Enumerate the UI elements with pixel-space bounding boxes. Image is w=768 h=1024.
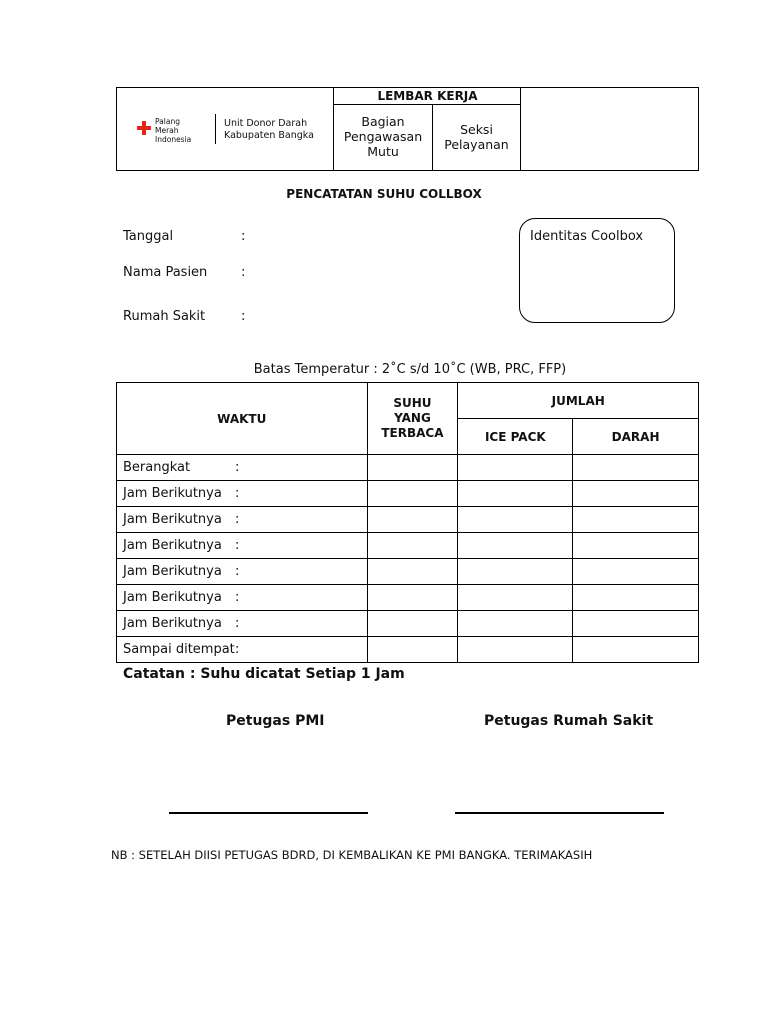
row-colon: : [235,564,240,579]
icepack-cell[interactable] [458,455,573,481]
icepack-cell[interactable] [458,585,573,611]
row-label: Sampai ditempat [123,642,235,657]
darah-cell[interactable] [573,481,699,507]
suhu-cell[interactable] [367,637,458,663]
table-row [117,559,699,585]
signature-line-rs [455,812,664,814]
suhu-cell[interactable] [367,585,458,611]
row-label: Jam Berikutnya [123,564,222,579]
suhu-cell[interactable] [367,481,458,507]
suhu-cell[interactable] [367,455,458,481]
col-jumlah-header: JUMLAH [458,383,699,419]
col-suhu-header: SUHU YANG TERBACA [367,383,458,455]
suhu-cell[interactable] [367,533,458,559]
suhu-cell[interactable] [367,559,458,585]
section-label: Seksi Pelayanan [444,122,509,152]
darah-cell[interactable] [573,507,699,533]
unit-name: Unit Donor Darah Kabupaten Bangka [224,118,314,141]
darah-cell[interactable] [573,533,699,559]
darah-cell[interactable] [573,611,699,637]
form-title: LEMBAR KERJA [377,89,478,103]
field-colon: : [241,309,246,324]
table-row [117,585,699,611]
note-text: Catatan : Suhu dicatat Setiap 1 Jam [123,666,405,682]
darah-cell[interactable] [573,637,699,663]
row-colon: : [235,486,240,501]
coolbox-identity-box [519,218,675,323]
logo-divider [215,114,216,144]
suhu-cell[interactable] [367,507,458,533]
row-colon: : [235,538,240,553]
icepack-cell[interactable] [458,481,573,507]
page-title: PENCATATAN SUHU COLLBOX [286,187,482,201]
row-label: Jam Berikutnya [123,538,222,553]
darah-cell[interactable] [573,585,699,611]
header-box [116,87,699,171]
field-colon: : [241,265,246,280]
table-row [117,481,699,507]
col-darah-header: DARAH [573,419,699,455]
signature-line-pmi [169,812,368,814]
temperature-limit: Batas Temperatur : 2˚C s/d 10˚C (WB, PRC, FFP) [253,362,567,377]
darah-cell[interactable] [573,559,699,585]
row-colon: : [235,642,240,657]
row-label: Jam Berikutnya [123,590,222,605]
icepack-cell[interactable] [458,559,573,585]
red-cross-icon [137,121,151,135]
row-colon: : [235,460,240,475]
signature-label-rs: Petugas Rumah Sakit [484,713,654,729]
field-colon: : [241,229,246,244]
table-row [117,533,699,559]
footer-note: NB : SETELAH DIISI PETUGAS BDRD, DI KEMBALIKAN KE PMI BANGKA. TERIMAKASIH [111,848,593,862]
row-colon: : [235,616,240,631]
table-row [117,455,699,481]
field-rumah-sakit-label: Rumah Sakit [123,309,206,324]
dept-label: Bagian Pengawasan Mutu [343,114,423,159]
table-row [117,637,699,663]
row-label: Jam Berikutnya [123,512,222,527]
row-colon: : [235,512,240,527]
pmi-logo-text: Palang Merah Indonesia [155,117,192,144]
col-icepack-header: ICE PACK [458,419,573,455]
table-row [117,611,699,637]
table-row [117,507,699,533]
signature-label-pmi: Petugas PMI [226,713,325,729]
coolbox-label: Identitas Coolbox [530,229,644,244]
temperature-log-table [116,382,699,663]
row-label: Berangkat [123,460,191,475]
icepack-cell[interactable] [458,507,573,533]
suhu-cell[interactable] [367,611,458,637]
col-waktu-header: WAKTU [117,383,368,455]
icepack-cell[interactable] [458,611,573,637]
icepack-cell[interactable] [458,637,573,663]
row-label: Jam Berikutnya [123,616,222,631]
row-label: Jam Berikutnya [123,486,222,501]
icepack-cell[interactable] [458,533,573,559]
darah-cell[interactable] [573,455,699,481]
row-colon: : [235,590,240,605]
field-nama-pasien-label: Nama Pasien [123,265,208,280]
field-tanggal-label: Tanggal [123,229,174,244]
